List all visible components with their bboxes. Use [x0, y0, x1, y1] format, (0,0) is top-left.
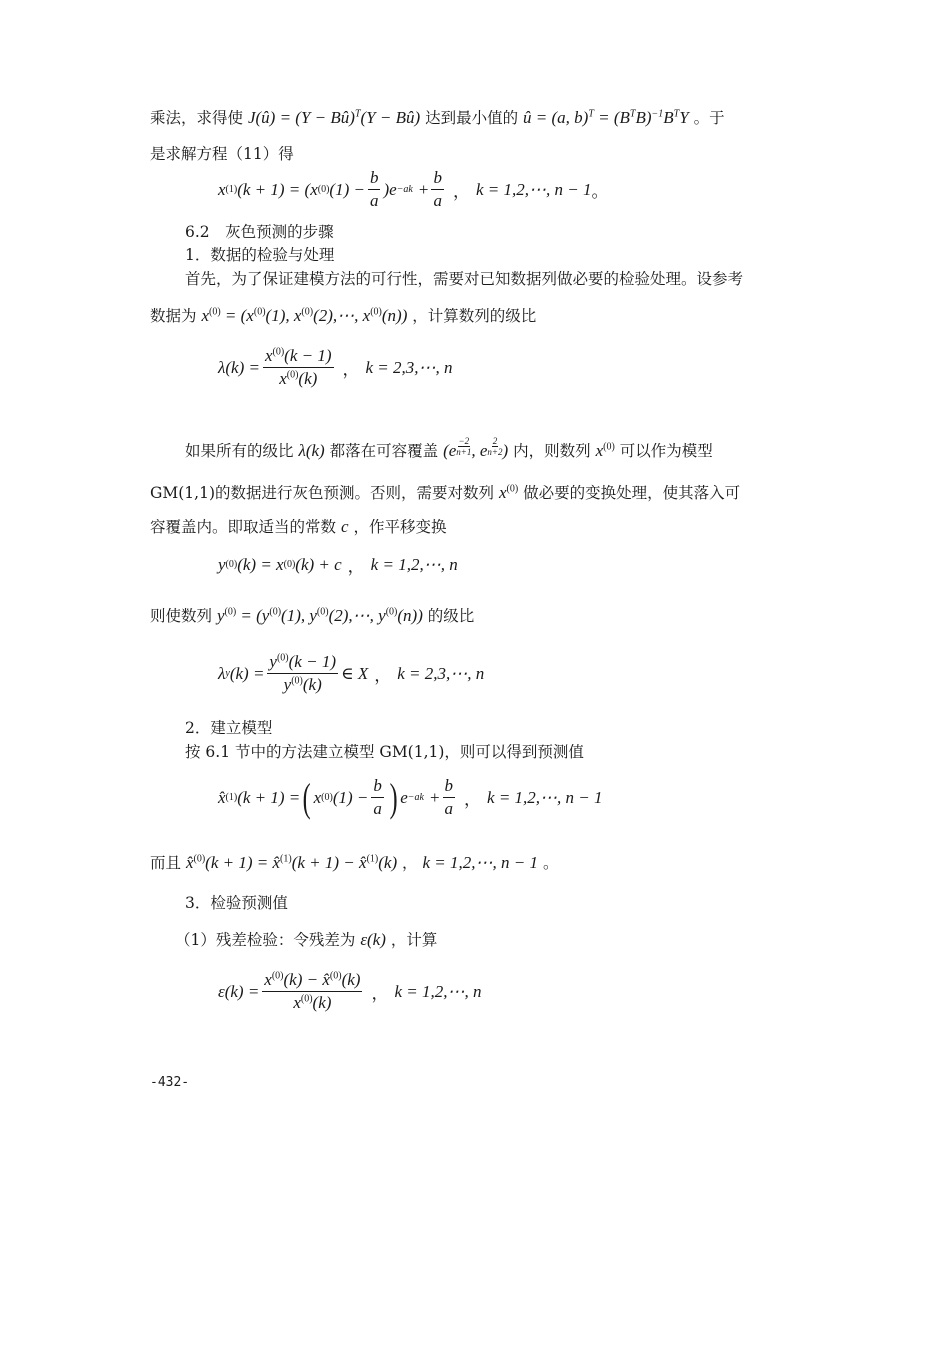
section-heading-6-2: 6.2 灰色预测的步骤: [185, 223, 334, 241]
text: 达到最小值的: [425, 109, 519, 127]
paragraph-first: 首先，为了保证建模方法的可行性，需要对已知数据列做必要的检验处理。设参考: [185, 270, 744, 288]
paragraph-least-squares: [150, 107, 790, 129]
step-3-heading: 3．检验预测值: [185, 894, 288, 912]
paragraph-build-model: 按 6.1 节中的方法建立模型 GM(1,1)，则可以得到预测值: [185, 743, 584, 761]
fraction-b-a: $\frac{b}{a}$: [369, 168, 379, 210]
page-number: -432-: [150, 1075, 190, 1090]
fraction-lambda-y: $\frac{y^{(0)}(k - 1)}{y^{(0)}(k)}$: [269, 652, 336, 694]
equation-shift: y (0) (k) = x (0) (k) + c ， k = 1,2,⋯, n: [218, 554, 458, 576]
paragraph-cover-interval: 如果所有的级比 λ(k) 都落在可容覆盖 (e $\frac{-2}{n+1}$ , e $\frac{2}{n+2}$ ) 内，则数列 $x^{(0)}$ 可以作为模型: [185, 436, 713, 460]
text: 乘法，求得使: [150, 109, 244, 127]
equation-epsilon: ε(k) = $\frac{x^{(0)}(k) - x̂^{(0)}(k)}{x^{(0)}(k)}$ ， k = 1,2,⋯, n: [218, 970, 482, 1012]
fraction-b-a-4: $\frac{b}{a}$: [444, 776, 454, 818]
equation-x-hat: x̂ (1) (k + 1) = ( x (0) (1) − $\frac{b}{a}$ ) e −ak + $\frac{b}{a}$ ， k = 1,2,⋯, n − 1: [218, 774, 603, 820]
text: 。于: [693, 109, 725, 127]
paragraph-x-hat-diff: 而且 x̂$^{(0)}$(k + 1) = x̂$^{(1)}$(k + 1) − x̂$^{(1)}$(k) ， k = 1,2,⋯, n − 1 。: [150, 853, 559, 872]
fraction-epsilon: $\frac{x^{(0)}(k) - x̂^{(0)}(k)}{x^{(0)}(k)}$: [264, 970, 361, 1012]
paragraph-gm: GM(1,1)的数据进行灰色预测。否则，需要对数列 $x^{(0)}$ 做必要的变换处理，使其落入可: [150, 483, 741, 502]
paragraph-data-series: 数据为 $x^{(0)} = (x^{(0)}(1)$, $x^{(0)}(2),\cdots$, $x^{(0)}(n)$) ，计算数列的级比: [150, 306, 537, 325]
step-1-heading: 1．数据的检验与处理: [185, 246, 335, 264]
text: 是求解方程（11）得: [150, 145, 294, 163]
equation-lambda-y: λ y (k) = $\frac{y^{(0)}(k - 1)}{y^{(0)}(k)}$ ∈ X ， k = 2,3,⋯, n: [218, 652, 485, 694]
paragraph-constant: 容覆盖内。即取适当的常数 c ，作平移变换: [150, 517, 447, 536]
equation-x1: x (1) (k + 1) = (x (0) (1) − $\frac{b}{a}$ )e −ak + $\frac{b}{a}$ ， k = 1,2,⋯, n − 1 。: [218, 168, 609, 210]
paragraph-solve: [150, 143, 790, 165]
step-2-heading: 2．建立模型: [185, 719, 273, 737]
fraction-lambda: $\frac{x^{(0)}(k - 1)}{x^{(0)}(k)}$: [264, 346, 332, 388]
paragraph-y-series: 则使数列 $y^{(0)} = (y^{(0)}(1)$, $y^{(0)}(2),\cdots$, $y^{(0)}(n)$) 的级比: [150, 606, 475, 625]
formula-u: û = (a, $b)^T = (B^TB)^{-1}B^TY$: [523, 108, 689, 127]
formula-j: J(û) = (Y − Bû)$^T$(Y − Bû): [247, 108, 421, 127]
paragraph-residual: （1）残差检验：令残差为 ε(k) ，计算: [175, 930, 438, 949]
equation-lambda: λ(k) = $\frac{x^{(0)}(k - 1)}{x^{(0)}(k)}$ ， k = 2,3,⋯, n: [218, 346, 453, 388]
fraction-b-a-3: $\frac{b}{a}$: [373, 776, 382, 818]
fraction-b-a-2: $\frac{b}{a}$: [433, 168, 442, 210]
